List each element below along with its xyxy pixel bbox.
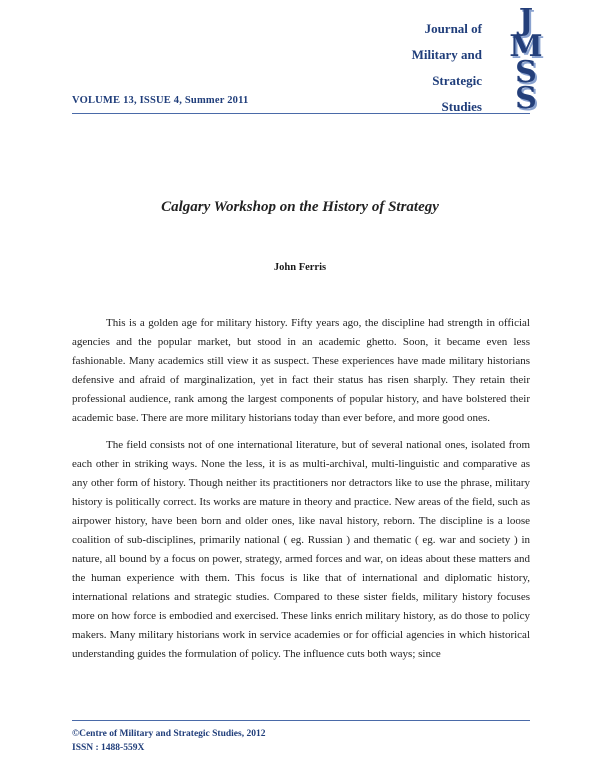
jmss-logo	[506, 3, 546, 116]
footer	[72, 727, 265, 755]
copyright-notice: ©Centre of Military and Strategic Studies, 2012	[72, 729, 266, 739]
logo-letter: J	[518, 3, 534, 38]
paragraph: This is a golden age for military history. Fifty years ago, the discipline had strength in official agencies and the popular market, but stood in an academic ghetto. Soon, it became even less fashionable. Many academics still view it as suspect. These experiences have made military historians defensive and afraid of marginalization, yet in fact their status has risen sharply. They retain their professional audience, rank among the largest components of popular history, and have bolstered their academic base. There are more military historians today than ever before, and more good ones.	[72, 317, 530, 424]
logo-letter: S	[515, 55, 537, 90]
volume-issue: VOLUME 13, ISSUE 4, Summer 2011	[72, 95, 249, 106]
article-title: Calgary Workshop on the History of Strategy	[161, 199, 439, 215]
paragraph: The field consists not of one international literature, but of several national ones, isolated from each other in striking ways. None the less, it is as multi-archival, multi-linguistic and comparative as any other form of history. Though neither its practitioners nor detractors like to use the phrase, military history is politically correct. Its works are mature in theory and practice. New areas of the field, such as airpower history, have been born and older ones, like naval history, reborn. The discipline is a loose coalition of sub-disciplines, primarily national ( eg. Russian ) and thematic ( eg. war and society ) in nature, all bound by a focus on power, strategy, armed forces and war, on ideas about these matters and the human experience with them. This focus is like that of international and diplomatic history, international relations and strategic studies. Compared to these sister fields, military history focuses more on how force is embodied and exercised. These links enrich military history, as do those to policy makers. Many military historians work in service academies or for official agencies in which historical understanding guides the formulation of policy. The influence cuts both ways; since	[72, 439, 530, 660]
journal-name	[412, 16, 482, 120]
journal-name-line: Journal of	[424, 21, 482, 36]
header-divider	[72, 113, 530, 114]
author-name: John Ferris	[273, 262, 327, 273]
logo-letter: S	[515, 81, 537, 116]
logo-letter: M	[509, 29, 543, 64]
journal-name-line: Strategic	[432, 73, 482, 88]
footer-divider	[72, 720, 530, 721]
article-body	[72, 314, 530, 672]
journal-name-line: Studies	[441, 99, 482, 114]
journal-name-line: Military and	[411, 47, 482, 62]
issn: ISSN : 1488-559X	[72, 743, 145, 753]
